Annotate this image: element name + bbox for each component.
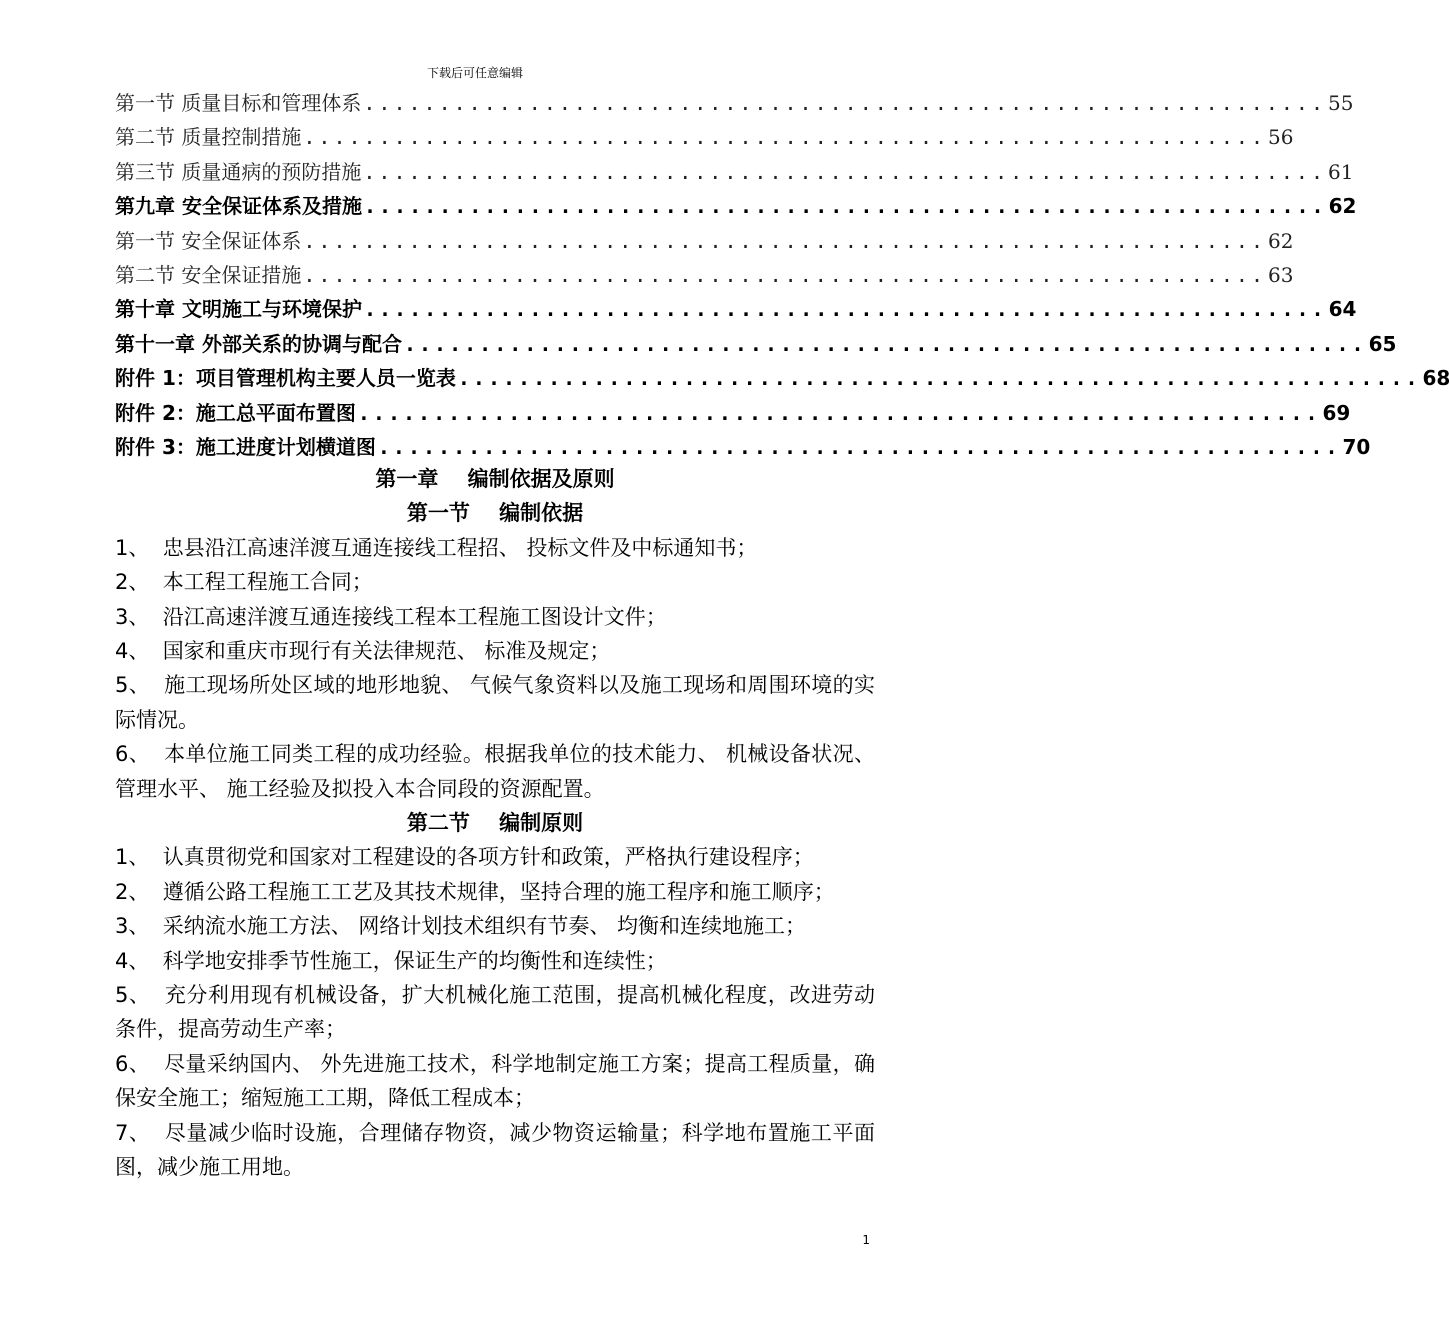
list-item: 7、 尽量减少临时设施，合理储存物资，减少物资运输量；科学地布置施工平面图，减少施工用地。 [115,1120,875,1180]
toc-entry-page: 62 [1328,194,1357,219]
list-item: 4、 国家和重庆市现行有关法律规范、 标准及规定； [115,639,611,663]
toc-entry-title: 第二节 安全保证措施 [115,262,302,287]
toc-entry-title: 附件 2：施工总平面布置图 [115,400,356,425]
toc-entry[interactable] [115,361,1450,395]
toc-entry-page: 65 [1368,331,1397,356]
toc-entry-title: 附件 1：项目管理机构主要人员一览表 [115,366,456,391]
toc-entry-title: 第一节 安全保证体系 [115,228,302,253]
list-item: 6、 本单位施工同类工程的成功经验。根据我单位的技术能力、 机械设备状况、 管理水平、 施工经验及拟投入本合同段的资源配置。 [115,742,882,801]
list-item: 4、 科学地安排季节性施工，保证生产的均衡性和连续性； [115,948,667,973]
toc-entry-page: 62 [1267,228,1294,253]
toc-entry[interactable] [115,189,1357,223]
toc-entry-page: 64 [1328,297,1357,322]
toc-leader: ................................................................ [457,366,1421,391]
toc-leader: ................................................................ [363,194,1327,219]
toc-entry-page: 55 [1327,91,1354,115]
list-item: 3、 采纳流水施工方法、 网络计划技术组织有节奏、 均衡和连续地施工； [115,914,807,939]
list-item: 5、 施工现场所处区域的地形地貌、 气候气象资料以及施工现场和周围环境的实际情况。 [115,673,875,732]
toc-leader: ................................................................ [357,400,1321,425]
toc-leader: ................................................................ [363,297,1327,322]
toc-leader: ................................................................ [363,159,1326,184]
toc-entry-title: 第九章 安全保证体系及措施 [115,194,362,219]
toc-entry[interactable] [115,292,1357,326]
toc-entry[interactable] [115,224,1294,258]
section-title: 第一节 编制依据 [406,501,584,526]
chapter-title: 第一章 编制依据及原则 [375,467,615,491]
section-title: 第二节 编制原则 [406,811,584,836]
list-item: 5、 充分利用现有机械设备，扩大机械化施工范围，提高机械化程度，改进劳动条件，提高劳动生产率； [115,983,875,1042]
document-body [115,462,882,1184]
toc-entry[interactable] [115,327,1397,361]
table-of-contents [115,86,1450,464]
list-item: 2、 遵循公路工程施工工艺及其技术规律，坚持合理的施工程序和施工顺序； [115,879,835,904]
toc-entry-title: 第十章 文明施工与环境保护 [115,297,362,322]
toc-leader: ................................................................ [377,434,1341,459]
toc-entry-title: 第十一章 外部关系的协调与配合 [115,331,402,356]
toc-entry[interactable] [115,86,1354,120]
toc-entry-title: 第三节 质量通病的预防措施 [115,159,362,184]
toc-leader: ................................................................ [403,331,1367,356]
list-item: 1、 忠县沿江高速洋渡互通连接线工程招、 投标文件及中标通知书； [115,535,758,560]
toc-entry-page: 70 [1342,434,1371,459]
page-number: 1 [862,1233,870,1247]
toc-leader: ................................................................ [303,262,1266,287]
toc-entry-title: 第二节 质量控制措施 [115,125,302,150]
toc-entry-page: 68 [1422,366,1450,391]
toc-entry-title: 附件 3：施工进度计划横道图 [115,434,376,459]
list-item: 1、 认真贯彻党和国家对工程建设的各项方针和政策，严格执行建设程序； [115,845,814,870]
toc-entry-page: 61 [1327,159,1354,184]
toc-entry[interactable] [115,396,1351,430]
toc-entry-page: 56 [1267,125,1294,150]
watermark-text: 下载后可任意编辑 [426,66,523,80]
list-item: 2、 本工程工程施工合同； [115,570,373,595]
toc-entry-page: 63 [1267,262,1294,287]
toc-leader: ................................................................ [303,228,1266,253]
toc-entry-page: 69 [1322,400,1351,425]
toc-leader: ................................................................ [303,125,1266,150]
toc-entry-title: 第一节 质量目标和管理体系 [115,91,362,115]
list-item: 3、 沿江高速洋渡互通连接线工程本工程施工图设计文件； [115,604,667,629]
toc-leader: ................................................................ [363,91,1326,115]
toc-entry[interactable] [115,120,1294,154]
toc-entry[interactable] [115,430,1371,464]
toc-entry[interactable] [115,258,1294,292]
list-item: 6、 尽量采纳国内、 外先进施工技术，科学地制定施工方案；提高工程质量，确保安全施工；缩短施工工期，降低工程成本； [115,1051,875,1111]
toc-entry[interactable] [115,155,1354,189]
